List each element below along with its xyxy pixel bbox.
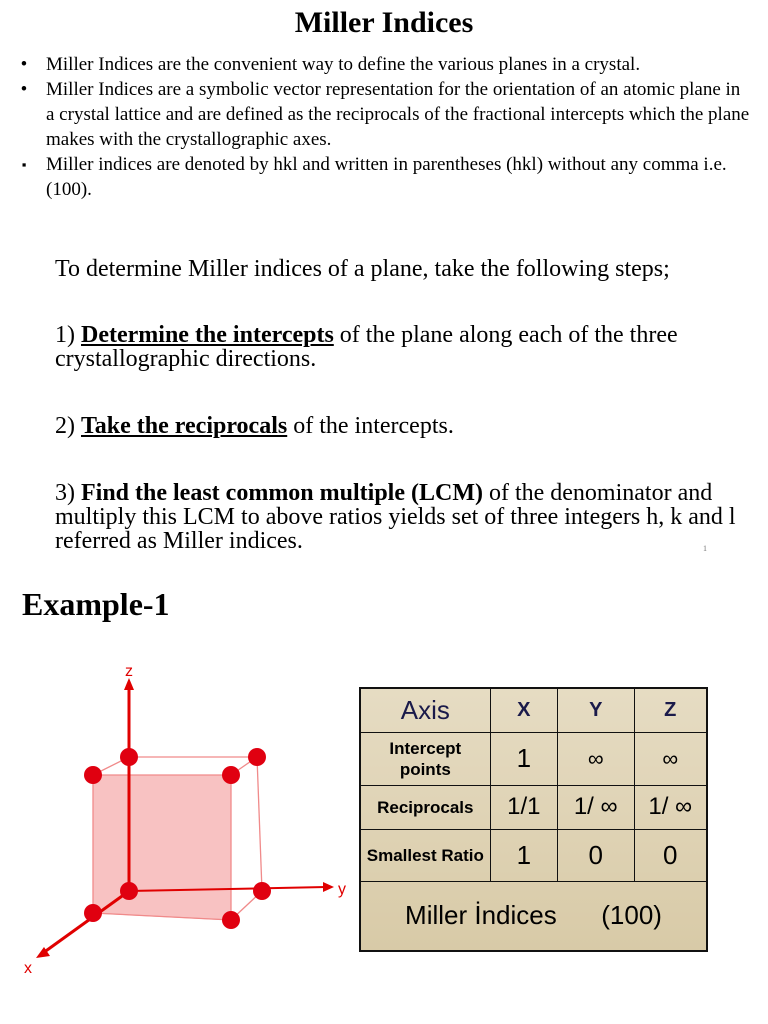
bullet-mark: • — [20, 79, 28, 100]
header-x: X — [490, 688, 557, 732]
cell-x: 1/1 — [490, 785, 557, 829]
page-number: 1 — [703, 544, 707, 553]
atom — [84, 766, 102, 784]
steps-intro: To determine Miller indices of a plane, take the following steps; — [55, 256, 670, 282]
page-title: Miller Indices — [294, 6, 474, 39]
step-number: 3) — [55, 480, 75, 506]
bullet-mark: • — [20, 54, 28, 75]
table-header-row — [360, 688, 707, 732]
atom — [120, 882, 138, 900]
row-label: Smallest Ratio — [360, 829, 490, 881]
result-value: (100) — [601, 900, 662, 931]
y-axis-label: y — [338, 881, 346, 898]
miller-indices-table — [359, 687, 708, 952]
atom — [84, 904, 102, 922]
cell-z: 0 — [634, 829, 707, 881]
header-z: Z — [634, 688, 707, 732]
bullet-text: Miller Indices are the convenient way to define the various planes in a crystal. — [46, 54, 641, 75]
step-key-phrase: Take the reciprocals — [81, 413, 288, 439]
cell-z: ∞ — [634, 732, 707, 785]
bullet-list — [18, 52, 753, 202]
cell-x: 1 — [490, 732, 557, 785]
step-text: of the intercepts. — [293, 413, 454, 439]
step-1 — [55, 323, 745, 371]
cell-y: 1/ ∞ — [557, 785, 634, 829]
step-number: 2) — [55, 413, 75, 439]
cell-x: 1 — [490, 829, 557, 881]
step-number: 1) — [55, 322, 75, 348]
bullet-text: Miller Indices are a symbolic vector representation for the orientation of an atomic plane in a crystal lattice and are defined as the reciprocals of the fractional intercepts which the plane makes with the crystallographic axes. — [46, 79, 750, 150]
cell-y: ∞ — [557, 732, 634, 785]
table-row — [360, 732, 707, 785]
x-axis — [43, 891, 129, 953]
result-label: Miller İndices — [405, 900, 557, 931]
cell-y: 0 — [557, 829, 634, 881]
row-label: Reciprocals — [360, 785, 490, 829]
miller-plane — [93, 775, 231, 920]
cube-lattice-icon — [0, 650, 360, 990]
atom — [120, 748, 138, 766]
bullet-text: Miller indices are denoted by hkl and written in parentheses (hkl) without any comma i.e. (100). — [46, 154, 727, 200]
x-axis-label: x — [24, 960, 32, 977]
step-key-phrase: Find the least common multiple (LCM) — [81, 480, 483, 506]
bullet-item — [18, 52, 753, 77]
step-key-phrase: Determine the intercepts — [81, 322, 334, 348]
header-y: Y — [557, 688, 634, 732]
atom — [248, 748, 266, 766]
z-axis-label: z — [125, 663, 133, 680]
table-row — [360, 785, 707, 829]
bullet-item — [18, 152, 753, 202]
row-label: Intercept points — [360, 732, 490, 785]
result-cell — [360, 881, 707, 951]
step-text: of the plane along each of the three crystallographic directions. — [55, 322, 678, 372]
atom — [222, 766, 240, 784]
step-2 — [55, 414, 745, 438]
example-heading: Example-1 — [22, 586, 170, 622]
table-row — [360, 829, 707, 881]
bullet-mark: ▪ — [21, 157, 27, 172]
bullet-item — [18, 77, 753, 152]
atom — [222, 911, 240, 929]
result-row — [360, 881, 707, 951]
atom — [253, 882, 271, 900]
y-arrow-icon — [323, 882, 334, 892]
step-3 — [55, 481, 745, 553]
header-axis: Axis — [360, 688, 490, 732]
step-text: of the denominator and multiply this LCM to above ratios yields set of three integers h, k and l referred as Miller indices. — [55, 480, 736, 554]
cell-z: 1/ ∞ — [634, 785, 707, 829]
